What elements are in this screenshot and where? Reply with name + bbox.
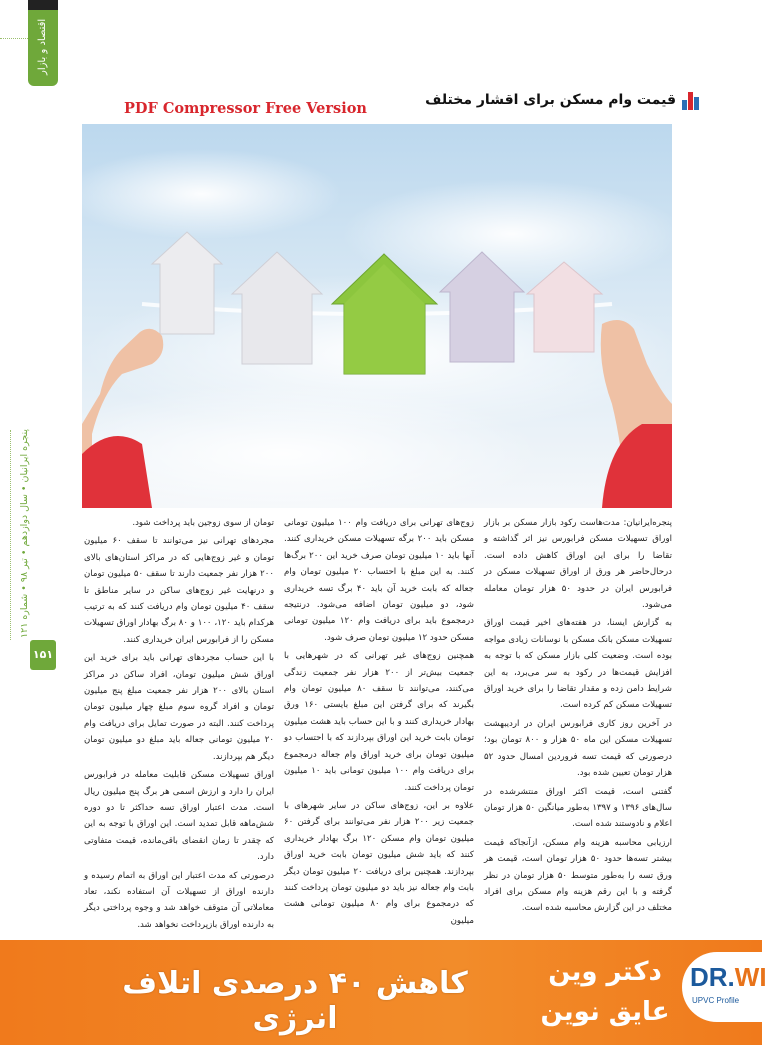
- magazine-issue-info: پنجره ایرانیان • سال دوازدهم • تیر ۹۸ • شماره ۱۲۱: [19, 429, 30, 638]
- paragraph: به گزارش ایسنا، در هفته‌های اخیر قیمت اوراق تسهیلات مسکن بانک مسکن با نوسانات زیادی مواجه بوده است. وضعیت کلی بازار مسکن که با توجه به افزایش قیمت‌ها در رکود به سر می‌برد، به این شرایط دامن زده و مقدار تقاضا را برای خرید اوراق تسهیلات مسکن کم کرده است.: [484, 618, 672, 711]
- section-tab: [28, 0, 58, 86]
- paragraph: زوج‌های تهرانی برای دریافت وام ۱۰۰ میلیون تومانی مسکن باید ۲۰۰ برگه تسهیلات مسکن خریداری کنند. آنها باید ۱۰ میلیون تومان صرف خرید این ۲۰۰ برگ‌ها کنند. به این مبلغ با احتساب ۲۰ میلیون تومان وام جعاله که بابت خرید آن باید ۴۰ برگ تسه خریداری شود، دو میلیون تومان اضافه می‌شود. درنتیجه درمجموع باید برای دریافت وام ۱۲۰ میلیون تومانی مسکن حدود ۱۲ میلیون تومان صرف شود.: [284, 518, 474, 643]
- article-photo: [82, 124, 672, 508]
- paragraph: تومان از سوی زوجین باید پرداخت شود.: [132, 518, 274, 528]
- paragraph: گفتنی است، قیمت اکثر اوراق منتشرشده در سال‌های ۱۳۹۶ و ۱۳۹۷ به‌طور میانگین ۵۰ هزار تومان اعلام و نادوستند شده است.: [484, 786, 673, 830]
- brand-logo: [682, 952, 767, 1022]
- article-column-middle: [284, 515, 474, 931]
- paragraph: در آخرین روز کاری فرابورس ایران در اردیبهشت تسهیلات مسکن این ماه ۵۰ هزار و ۸۰۰ تومان بود؛ درصورتی که قیمت تسه فروردین امسال حدود ۵۲ هزار تومان تعیین شده بود.: [484, 718, 672, 779]
- paragraph: با این حساب مجردهای تهرانی باید برای خرید این اوراق شش میلیون تومان، افراد ساکن در مراکز استان بالای ۲۰۰ هزار نفر جمعیت مبلغ پنج میلیون تومان و افراد گروه سوم مبلغ چهار میلیون تومان پرداخت کنند. البته در صورت تمایل برای دریافت وام ۲۰ میلیون تومانی جعاله باید مبلغ دو میلیون تومان دیگر هم بپردازند.: [84, 653, 274, 762]
- paragraph: ارزیابی محاسبه هزینه وام مسکن، ازآنجاکه قیمت بیشتر تسه‌ها حدود ۵۰ هزار تومان است، قیمت هر ورق تسه را به‌طور متوسط ۵۰ هزار تومان در نظر گرفته و با این رقم هزینه وام مسکن برای افراد مختلف در این گزارش محاسبه شده است.: [484, 837, 672, 914]
- paragraph: درصورتی که مدت اعتبار این اوراق به اتمام رسیده و دارنده اوراق از تسهیلات آن استفاده نکند، تعاد معاملاتی آن متوقف خواهد شد و وجوه پرداختی دیگر به دارنده اوراق بازپرداخت نخواهد شد.: [84, 870, 274, 930]
- section-tab-label: اقتصاد و بازار: [37, 18, 48, 76]
- ad-brand-line: عایق نوین: [540, 997, 670, 1027]
- paragraph: همچنین زوج‌های غیر تهرانی که در شهرهایی با جمعیت بیش‌تر از ۲۰۰ هزار نفر جمعیت زندگی می‌کنند، می‌توانند تا سقف ۸۰ میلیون تومان وام بگیرند که برای گرفتن این مبلغ بایستی ۱۶۰ ورق بهادار خریداری کنند و با این حساب باید هشت میلیون تومان بابت خرید این اوراق بپردازند که با احتساب دو میلیون تومان برای خرید اوراق وام جعاله درمجموع برای دریافت وام ۱۰۰ میلیون تومانی باید ۱۰ میلیون تومان پرداخت کنند.: [284, 651, 475, 793]
- pdf-watermark: PDF Compressor Free Version: [124, 100, 367, 117]
- logo-subtitle: UPVC Profile: [692, 996, 740, 1005]
- paragraph: پنجره‌ایرانیان: مدت‌هاست رکود بازار مسکن بر بازار اوراق تسهیلات مسکن فرابورس نیز اثر گذاشته و تقاضا را برای این اوراق کاهش داده است. درحال‌حاضر هر ورق از اوراق تسهیلات مسکن در فرابورس ایران در حدود ۵۰ هزار تومان معامله می‌شود.: [484, 518, 672, 611]
- logo-text: DR.WI: [690, 962, 767, 992]
- paragraph: مجردهای تهرانی نیز می‌توانند تا سقف ۶۰ میلیون تومان و غیر زوج‌هایی که در مراکز استان‌های بالای ۲۰۰ هزار نفر جمعیت دارند تا سقف ۵۰ میلیون تومان و درنهایت غیر زوج‌های ساکن در سایر مناطق تا سقف ۴۰ میلیون تومان وام دریافت کنند که به ترتیب هرکدام باید ۱۲۰، ۱۰۰ و ۸۰ برگ بهادار اوراق تسهیلات مسکن را از فرابورس ایران خریداری کنند.: [84, 536, 274, 645]
- paragraph: علاوه بر این، زوج‌های ساکن در سایر شهرهای با جمعیت زیر ۲۰۰ هزار نفر می‌توانند برای گرفتن ۶۰ میلیون تومان وام مسکن ۱۲۰ برگ بهادار خریداری کنند که باید شش میلیون تومان بابت خرید اوراق بپردازند. همچنین برای دریافت ۲۰ میلیون تومان دیگر بابت وام جعاله نیز باید دو میلیون تومان پرداخت کنند که درمجموع برای وام ۸۰ میلیون تومانی هشت میلیون: [284, 800, 475, 926]
- ad-brand-name: [520, 952, 690, 1032]
- bar-chart-icon: [682, 92, 700, 110]
- page-number: ۱۵۱: [30, 640, 56, 670]
- article-title: قیمت وام مسکن برای اقشار مختلف: [425, 92, 676, 108]
- side-info-divider: [10, 430, 11, 640]
- ad-brand-line: دکتر وین: [548, 957, 662, 987]
- side-divider: [0, 38, 28, 39]
- article-column-right: [484, 515, 672, 919]
- paragraph: اوراق تسهیلات مسکن قابلیت معامله در فرابورس ایران را دارد و ارزش اسمی هر برگ پنج میلیون ریال است. مدت اعتبار اوراق تسه حداکثر تا دو دوره شش‌ماهه قابل تمدید است. این اوراق با توجه به این که چقدر تا زمان انقضای باقی‌مانده، قیمت متفاوتی دارد.: [84, 770, 274, 863]
- article-column-left: [84, 515, 274, 935]
- ad-slogan: کاهش ۴۰ درصدی اتلاف انرژی: [122, 966, 468, 1036]
- section-tab-cap: [28, 0, 58, 10]
- hands-holding-paper-houses-image: [82, 124, 672, 508]
